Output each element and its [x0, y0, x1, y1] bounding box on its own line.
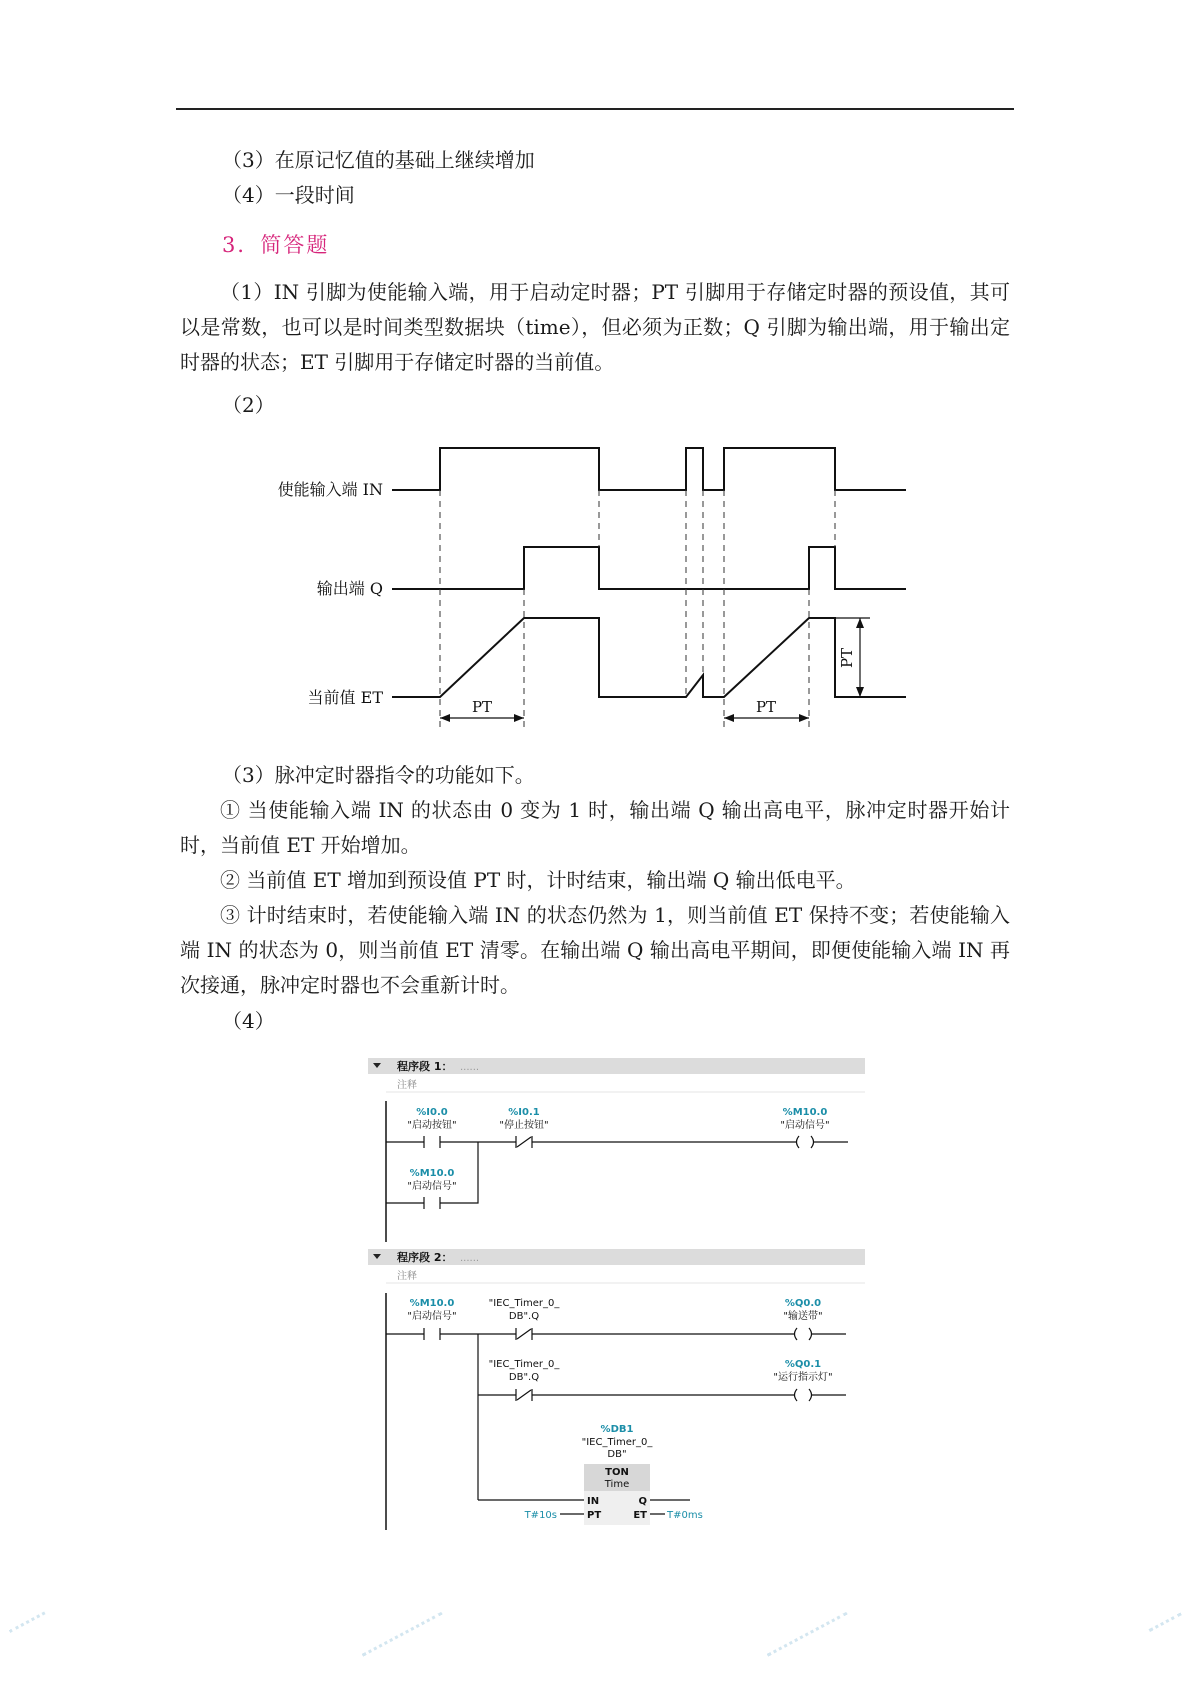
answer-2-label: （2）: [222, 393, 275, 417]
svg-text:%I0.1: %I0.1: [508, 1107, 540, 1118]
q-signal-label: 输出端 Q: [316, 579, 383, 598]
segment-1-title: 程序段 1：: [397, 1060, 453, 1073]
contact-start-signal[interactable]: [420, 1324, 444, 1344]
pt-label-2: PT: [755, 698, 777, 716]
contact-timer-q-1[interactable]: [512, 1324, 536, 1344]
pt-label-vertical: PT: [838, 647, 856, 669]
svg-text:%DB1: %DB1: [600, 1424, 634, 1435]
et-signal-label: 当前值 ET: [307, 688, 383, 707]
svg-text:%M10.0: %M10.0: [409, 1298, 455, 1309]
svg-text:%Q0.1: %Q0.1: [784, 1359, 822, 1370]
contact-start-button[interactable]: [420, 1132, 444, 1152]
et-value: T#0ms: [667, 1510, 703, 1521]
watermark-mark: [9, 1611, 51, 1643]
contact-start-signal-latch[interactable]: [420, 1193, 444, 1213]
segment-2-title: 程序段 2：: [397, 1251, 453, 1264]
svg-text:ET: ET: [633, 1510, 647, 1521]
svg-text:%Q0.0: %Q0.0: [784, 1298, 822, 1309]
in-signal-label: 使能输入端 IN: [277, 480, 383, 499]
coil-run-lamp[interactable]: [791, 1385, 815, 1405]
svg-text:"IEC_Timer_0_: "IEC_Timer_0_: [488, 1359, 560, 1370]
svg-text:PT: PT: [587, 1510, 602, 1521]
svg-text:"停止按钮": "停止按钮": [499, 1120, 549, 1131]
svg-text:......: ......: [460, 1062, 480, 1073]
coil-start-signal[interactable]: [793, 1132, 817, 1152]
answer-3-item-2: ② 当前值 ET 增加到预设值 PT 时，计时结束，输出端 Q 输出低电平。: [220, 868, 856, 892]
segment-2-comment: 注释: [397, 1271, 417, 1282]
watermark-mark: [1149, 1612, 1188, 1642]
answer-3-item-3: ③ 计时结束时，若使能输入端 IN 的状态仍然为 1，则当前值 ET 保持不变；若使能输入端 IN 的状态为 0，则当前值 ET 清零。在输出端 Q 输出高电平期间，即便使能输入端 IN 再次接通，脉冲定时器也不会重新计时。: [180, 903, 1010, 997]
svg-text:IN: IN: [587, 1496, 600, 1507]
section-title: 3．简答题: [222, 233, 330, 257]
pt-value[interactable]: T#10s: [524, 1510, 557, 1521]
watermark-mark: [362, 1612, 449, 1667]
list-item-4: （4）一段时间: [222, 183, 355, 207]
svg-text:"运行指示灯": "运行指示灯": [773, 1372, 833, 1383]
answer-3-intro: （3）脉冲定时器指令的功能如下。: [222, 763, 535, 787]
svg-text:%M10.0: %M10.0: [409, 1168, 455, 1179]
answer-4-label: （4）: [222, 1009, 275, 1033]
svg-text:%M10.0: %M10.0: [782, 1107, 828, 1118]
svg-text:DB".Q: DB".Q: [508, 1372, 540, 1383]
pt-label-1: PT: [471, 698, 493, 716]
svg-text:"启动信号": "启动信号": [407, 1311, 457, 1322]
answer-1: （1）IN 引脚为使能输入端，用于启动定时器；PT 引脚用于存储定时器的预设值，其可以是常数，也可以是时间类型数据块（time），但必须为正数；Q 引脚为输出端，用于输出定时器的状态；ET 引脚用于存储定时器的当前值。: [180, 280, 1010, 374]
svg-text:......: ......: [460, 1253, 480, 1264]
svg-text:DB": DB": [607, 1449, 627, 1460]
svg-text:"IEC_Timer_0_: "IEC_Timer_0_: [488, 1298, 560, 1309]
svg-text:Q: Q: [638, 1496, 647, 1507]
svg-text:"启动信号": "启动信号": [780, 1120, 830, 1131]
svg-text:"启动信号": "启动信号": [407, 1181, 457, 1192]
svg-text:TON: TON: [605, 1467, 629, 1478]
contact-stop-button[interactable]: [512, 1132, 536, 1152]
segment-1-comment: 注释: [397, 1080, 417, 1091]
svg-text:DB".Q: DB".Q: [508, 1311, 540, 1322]
answer-3-item-1: ① 当使能输入端 IN 的状态由 0 变为 1 时，输出端 Q 输出高电平，脉冲定时器开始计时，当前值 ET 开始增加。: [180, 798, 1010, 857]
svg-text:"输送带": "输送带": [783, 1311, 823, 1322]
coil-conveyor[interactable]: [791, 1324, 815, 1344]
list-item-3: （3）在原记忆值的基础上继续增加: [222, 148, 535, 172]
svg-text:"IEC_Timer_0_: "IEC_Timer_0_: [581, 1437, 653, 1448]
svg-text:Time: Time: [604, 1479, 630, 1490]
svg-text:%I0.0: %I0.0: [416, 1107, 448, 1118]
watermark-mark: [767, 1612, 854, 1667]
svg-text:"启动按钮": "启动按钮": [407, 1120, 457, 1131]
contact-timer-q-2[interactable]: [512, 1385, 536, 1405]
